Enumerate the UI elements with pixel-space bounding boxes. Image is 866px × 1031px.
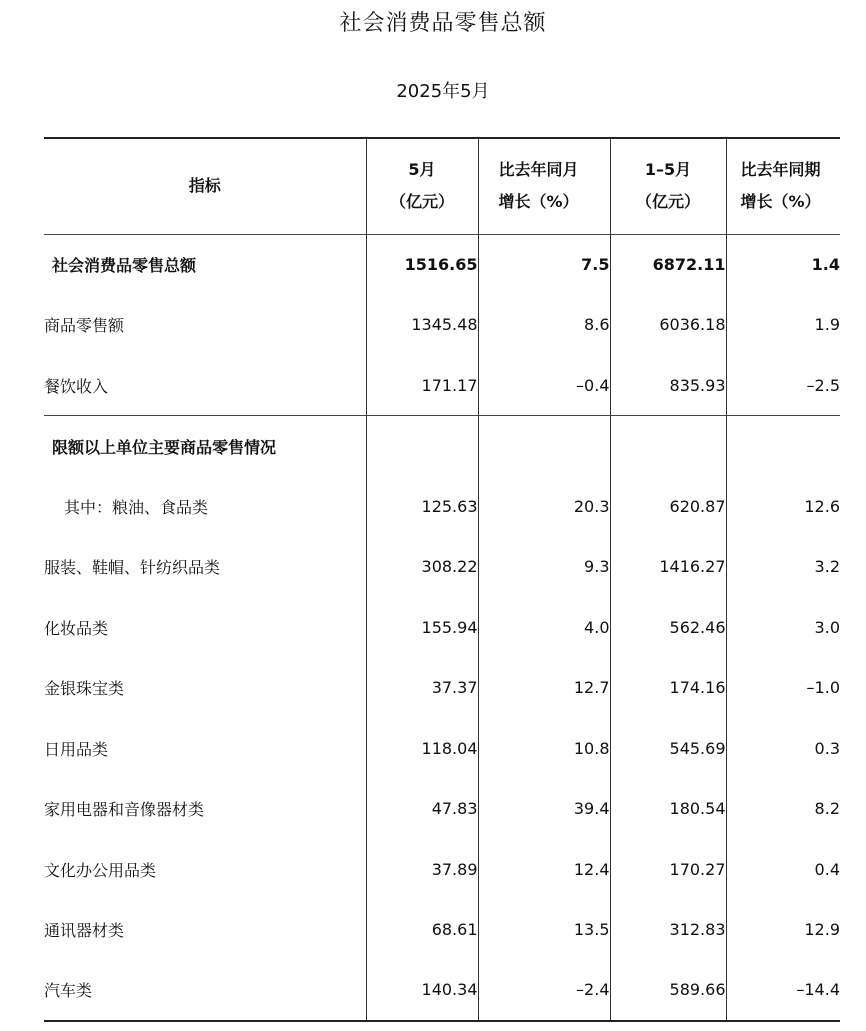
cell-may-growth: –2.4: [478, 960, 610, 1021]
cell-may-growth: 12.7: [478, 658, 610, 719]
cell-ytd-growth: 12.9: [726, 900, 840, 961]
cell-may-growth: 9.3: [478, 537, 610, 598]
row-label: 服装、鞋帽、针纺织品类: [44, 558, 221, 578]
header-may-growth-line1: 比去年同月: [498, 160, 579, 180]
cell-may-growth: 7.5: [478, 234, 610, 295]
header-may-line2: （亿元）: [389, 192, 454, 212]
row-label: 通讯器材类: [44, 921, 125, 941]
cell-ytd: 545.69: [610, 718, 726, 779]
table-row: [44, 839, 840, 900]
header-ytd-line2: （亿元）: [635, 192, 700, 212]
cell-ytd-growth: 8.2: [726, 779, 840, 840]
cell-may: 37.37: [366, 658, 478, 719]
cell-may-growth: –0.4: [478, 355, 610, 416]
row-label: 汽车类: [44, 981, 93, 1001]
cell-ytd: 180.54: [610, 779, 726, 840]
header-ytd-growth-line1: 比去年同期: [740, 160, 821, 180]
cell-ytd-growth: 0.4: [726, 839, 840, 900]
cell-may-growth: 39.4: [478, 779, 610, 840]
table-row: [44, 355, 840, 416]
retail-sales-table: [44, 137, 840, 1022]
cell-may: 171.17: [366, 355, 478, 416]
page-subtitle: 2025年5月: [396, 81, 490, 102]
cell-ytd: [610, 416, 726, 477]
table-row-section-heading: [44, 416, 840, 477]
row-label: 文化办公用品类: [44, 860, 157, 880]
row-label: 金银珠宝类: [44, 679, 125, 699]
table-row: [44, 960, 840, 1021]
table-row: [44, 537, 840, 598]
cell-may-growth: 4.0: [478, 597, 610, 658]
cell-may: 308.22: [366, 537, 478, 598]
cell-may-growth: 20.3: [478, 476, 610, 537]
header-row: [44, 138, 840, 234]
cell-ytd-growth: 3.2: [726, 537, 840, 598]
table-row: [44, 779, 840, 840]
cell-ytd-growth: 0.3: [726, 718, 840, 779]
cell-ytd: 620.87: [610, 476, 726, 537]
row-label: 家用电器和音像器材类: [44, 800, 205, 820]
cell-may: [366, 416, 478, 477]
row-label: 商品零售额: [44, 316, 125, 336]
table-row-total: [44, 234, 840, 295]
table-row: [44, 718, 840, 779]
header-may: [366, 138, 478, 234]
cell-ytd-growth: 3.0: [726, 597, 840, 658]
cell-may-growth: [478, 416, 610, 477]
cell-may: 1345.48: [366, 295, 478, 356]
cell-may: 1516.65: [366, 234, 478, 295]
cell-ytd: 562.46: [610, 597, 726, 658]
header-ytd: [610, 138, 726, 234]
row-label: 日用品类: [44, 739, 109, 759]
row-label: 限额以上单位主要商品零售情况: [52, 437, 277, 457]
row-label: 社会消费品零售总额: [52, 256, 197, 275]
cell-ytd: 6036.18: [610, 295, 726, 356]
header-ytd-growth: [726, 138, 840, 234]
cell-may-growth: 10.8: [478, 718, 610, 779]
cell-ytd: 6872.11: [610, 234, 726, 295]
cell-may: 47.83: [366, 779, 478, 840]
table-row: [44, 476, 840, 537]
cell-ytd: 174.16: [610, 658, 726, 719]
table-row: [44, 597, 840, 658]
header-indicator: 指标: [188, 176, 221, 196]
header-may-growth-line2: 增长（%）: [498, 192, 579, 212]
cell-may: 68.61: [366, 900, 478, 961]
cell-ytd-growth: 12.6: [726, 476, 840, 537]
cell-may-growth: 8.6: [478, 295, 610, 356]
cell-ytd: 1416.27: [610, 537, 726, 598]
table-header: [44, 138, 840, 234]
cell-may: 125.63: [366, 476, 478, 537]
table-row: [44, 295, 840, 356]
row-label: 餐饮收入: [44, 376, 109, 396]
row-label: 其中：粮油、食品类: [64, 497, 209, 517]
cell-may-growth: 12.4: [478, 839, 610, 900]
header-ytd-growth-line2: 增长（%）: [740, 192, 821, 212]
page-title: 社会消费品零售总额: [339, 11, 547, 36]
cell-may: 118.04: [366, 718, 478, 779]
cell-ytd-growth: –2.5: [726, 355, 840, 416]
header-may-growth: [478, 138, 610, 234]
table-row: [44, 900, 840, 961]
cell-ytd-growth: –1.0: [726, 658, 840, 719]
cell-ytd: 312.83: [610, 900, 726, 961]
row-label: 化妆品类: [44, 618, 109, 638]
cell-may: 37.89: [366, 839, 478, 900]
header-may-line1: 5月: [408, 160, 436, 180]
cell-ytd: 589.66: [610, 960, 726, 1021]
cell-may-growth: 13.5: [478, 900, 610, 961]
cell-ytd-growth: [726, 416, 840, 477]
cell-ytd: 835.93: [610, 355, 726, 416]
table-body: [44, 234, 840, 1021]
cell-ytd-growth: 1.4: [726, 234, 840, 295]
cell-ytd-growth: 1.9: [726, 295, 840, 356]
table-row: [44, 658, 840, 719]
cell-ytd-growth: –14.4: [726, 960, 840, 1021]
cell-may: 140.34: [366, 960, 478, 1021]
cell-may: 155.94: [366, 597, 478, 658]
header-ytd-line1: 1–5月: [644, 160, 692, 180]
cell-ytd: 170.27: [610, 839, 726, 900]
